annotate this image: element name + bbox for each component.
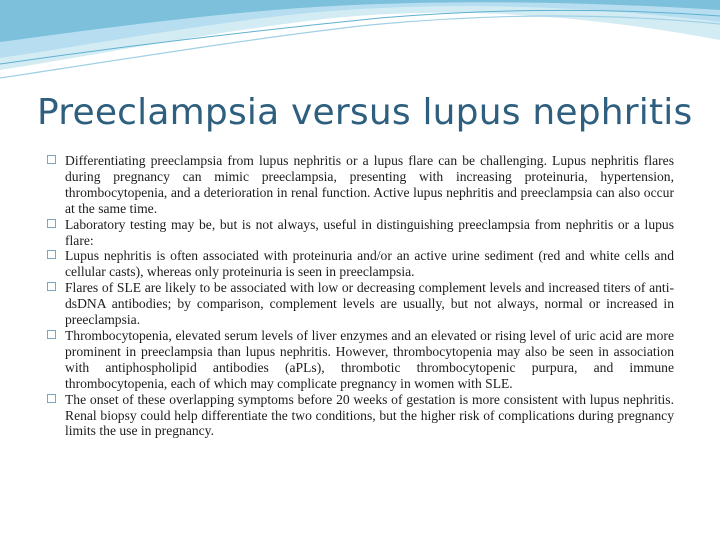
slide-title: Preeclampsia versus lupus nephritis [37,92,693,133]
bullet-list [47,153,674,439]
square-bullet-icon [47,330,56,339]
bullet-item [47,153,674,217]
bullet-item [47,392,674,440]
square-bullet-icon [47,282,56,291]
bullet-item [47,248,674,280]
bullet-text: Flares of SLE are likely to be associated with low or decreasing complement levels and increased titers of anti-dsDNA antibodies; by comparison, complement levels are usually, but not always, normal or increased in preeclampsia. [65,280,674,328]
bullet-text: The onset of these overlapping symptoms before 20 weeks of gestation is more consistent with lupus nephritis. Renal biopsy could help differentiate the two conditions, but the higher risk of complications during pregnancy limits the use in pregnancy. [65,391,674,439]
bullet-text: Differentiating preeclampsia from lupus nephritis or a lupus flare can be challenging. Lupus nephritis flares during pregnancy can mimic preeclampsia, presenting with increasing proteinuria, hypertension, thrombocytopenia, and a deterioration in renal function. Active lupus nephritis and preeclampsia can also occur at the same time. [65,153,674,216]
header-wave-decoration [0,0,720,86]
square-bullet-icon [47,250,56,259]
bullet-text: Lupus nephritis is often associated with proteinuria and/or an active urine sediment (red and white cells and cellular casts), whereas only proteinuria is seen in preeclampsia. [65,248,674,280]
bullet-text: Thrombocytopenia, elevated serum levels of liver enzymes and an elevated or rising level of uric acid are more prominent in preeclampsia than lupus nephritis. However, thrombocytopenia may also be seen in association with antiphospholipid antibodies (aPLs), thrombotic thrombocytopenic purpura, and immune thrombocytopenia, each of which may complicate pregnancy in women with SLE. [65,327,674,391]
bullet-item [47,280,674,328]
square-bullet-icon [47,394,56,403]
square-bullet-icon [47,219,56,228]
bullet-item [47,328,674,392]
square-bullet-icon [47,155,56,164]
bullet-item [47,217,674,249]
bullet-text: Laboratory testing may be, but is not always, useful in distinguishing preeclampsia from nephritis or a lupus flare: [65,216,674,248]
